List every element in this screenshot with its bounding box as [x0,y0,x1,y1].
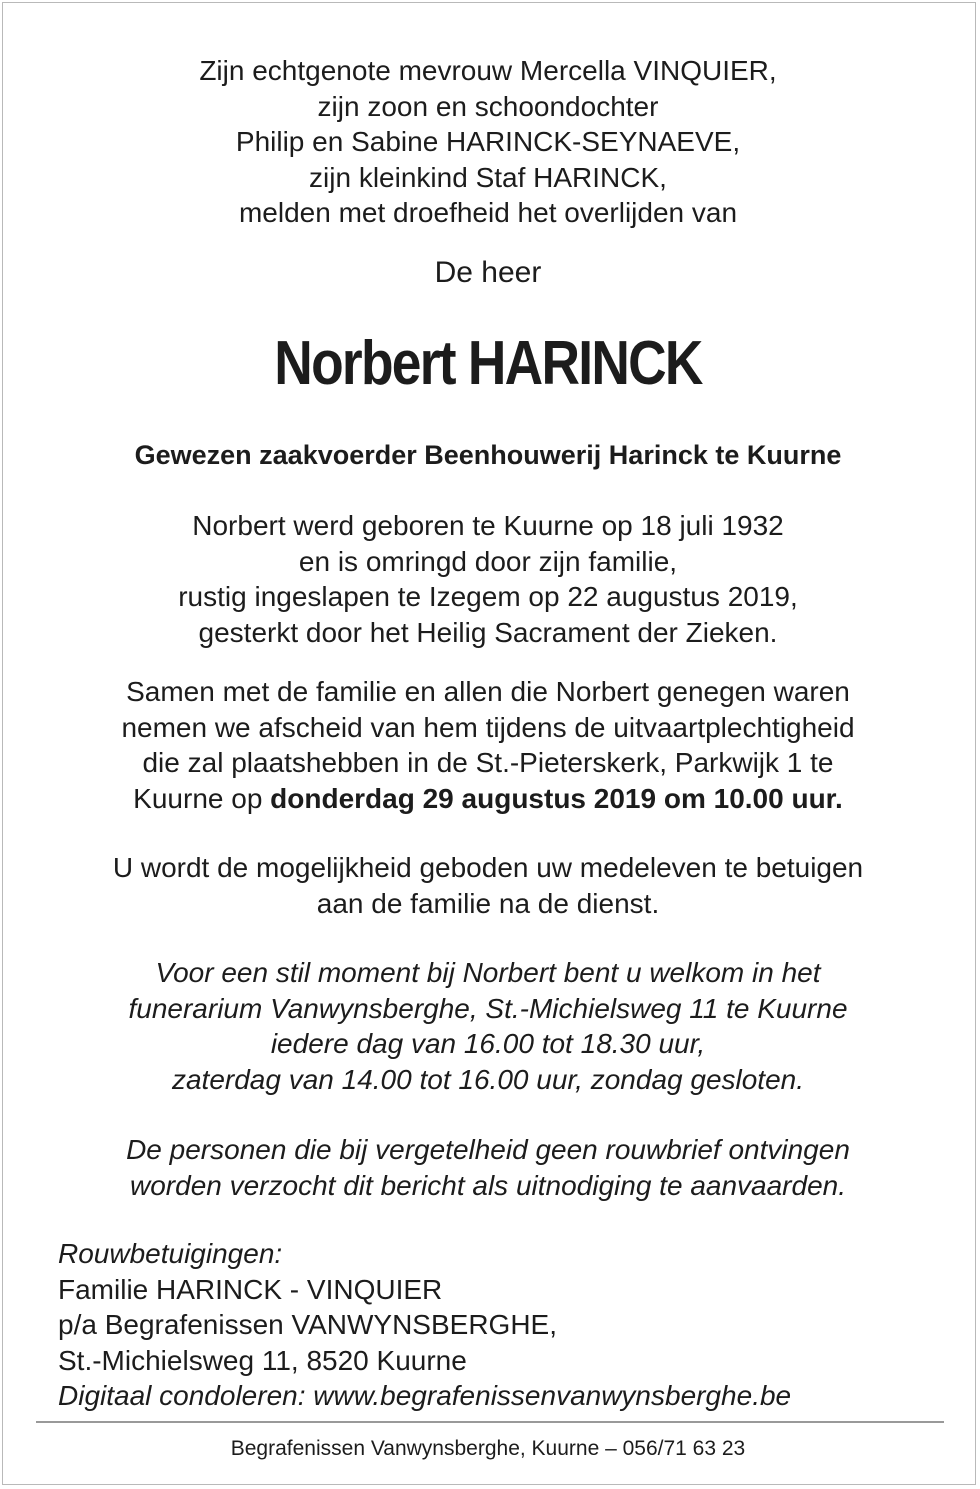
digital-condolence-link[interactable]: Digitaal condoleren: www.begrafenissenvanwynsberghe.be [58,1380,792,1411]
intro-line: zijn zoon en schoondochter [317,90,659,122]
contact-line: p/a Begrafenissen VANWYNSBERGHE, [58,1309,558,1340]
visitation-line: zaterdag van 14.00 tot 16.00 uur, zondag gesloten. [171,1063,805,1095]
contact-heading: Rouwbetuigingen: [58,1238,283,1269]
notice-line: De personen die bij vergetelheid geen rouwbrief ontvingen [126,1134,850,1165]
funeral-line: Samen met de familie en allen die Norbert genegen waren [126,676,850,707]
funeral-line: die zal plaatshebben in de St.-Pieterskerk, Parkwijk 1 te [142,747,834,778]
condolence-line: U wordt de mogelijkheid geboden uw medeleven te betuigen [112,852,864,883]
honorific-title: De heer [434,256,542,289]
birth-death-line: Norbert werd geboren te Kuurne op 18 juli 1932 [192,510,784,541]
funeral-place: Kuurne op [133,782,271,814]
occupation: Gewezen zaakvoerder Beenhouwerij Harinck te Kuurne [134,440,842,470]
contact-line: Familie HARINCK - VINQUIER [58,1273,443,1305]
notice-line: worden verzocht dit bericht als uitnodiging te aanvaarden. [130,1169,846,1201]
funeral-line-last [0,781,976,817]
visitation-line: iedere dag van 16.00 tot 18.30 uur, [270,1028,706,1059]
visitation-line: Voor een stil moment bij Norbert bent u welkom in het [155,957,821,988]
condolence-info [0,850,976,921]
condolence-line: aan de familie na de dienst. [316,887,660,919]
birth-death-line: rustig ingeslapen te Izegem op 22 augustus 2019, [178,581,798,612]
intro-line: melden met droefheid het overlijden van [238,197,738,228]
intro-line: zijn kleinkind Staf HARINCK, [309,161,667,193]
visitation-line: funerarium Vanwynsberghe, St.-Michielsweg 11 te Kuurne [128,992,848,1024]
contact-block [58,1236,958,1414]
footer-text: Begrafenissen Vanwynsberghe, Kuurne – 056/71 63 23 [230,1437,746,1460]
birth-death-details [0,508,976,650]
intro-line: Zijn echtgenote mevrouw Mercella VINQUIER, [199,55,777,86]
notice-info [0,1132,976,1203]
intro-announcement [0,53,976,231]
visitation-info [0,955,976,1097]
funeral-details [0,674,976,816]
contact-line: St.-Michielsweg 11, 8520 Kuurne [58,1344,467,1376]
deceased-name: Norbert HARINCK [274,329,702,398]
intro-line: Philip en Sabine HARINCK-SEYNAEVE, [235,126,741,157]
funeral-line: nemen we afscheid van hem tijdens de uitvaartplechtigheid [121,711,855,743]
birth-death-line: gesterkt door het Heilig Sacrament der Zieken. [198,616,778,648]
funeral-date-time: donderdag 29 augustus 2019 om 10.00 uur. [270,782,843,814]
footer-divider [36,1421,944,1423]
birth-death-line: en is omringd door zijn familie, [298,545,678,577]
